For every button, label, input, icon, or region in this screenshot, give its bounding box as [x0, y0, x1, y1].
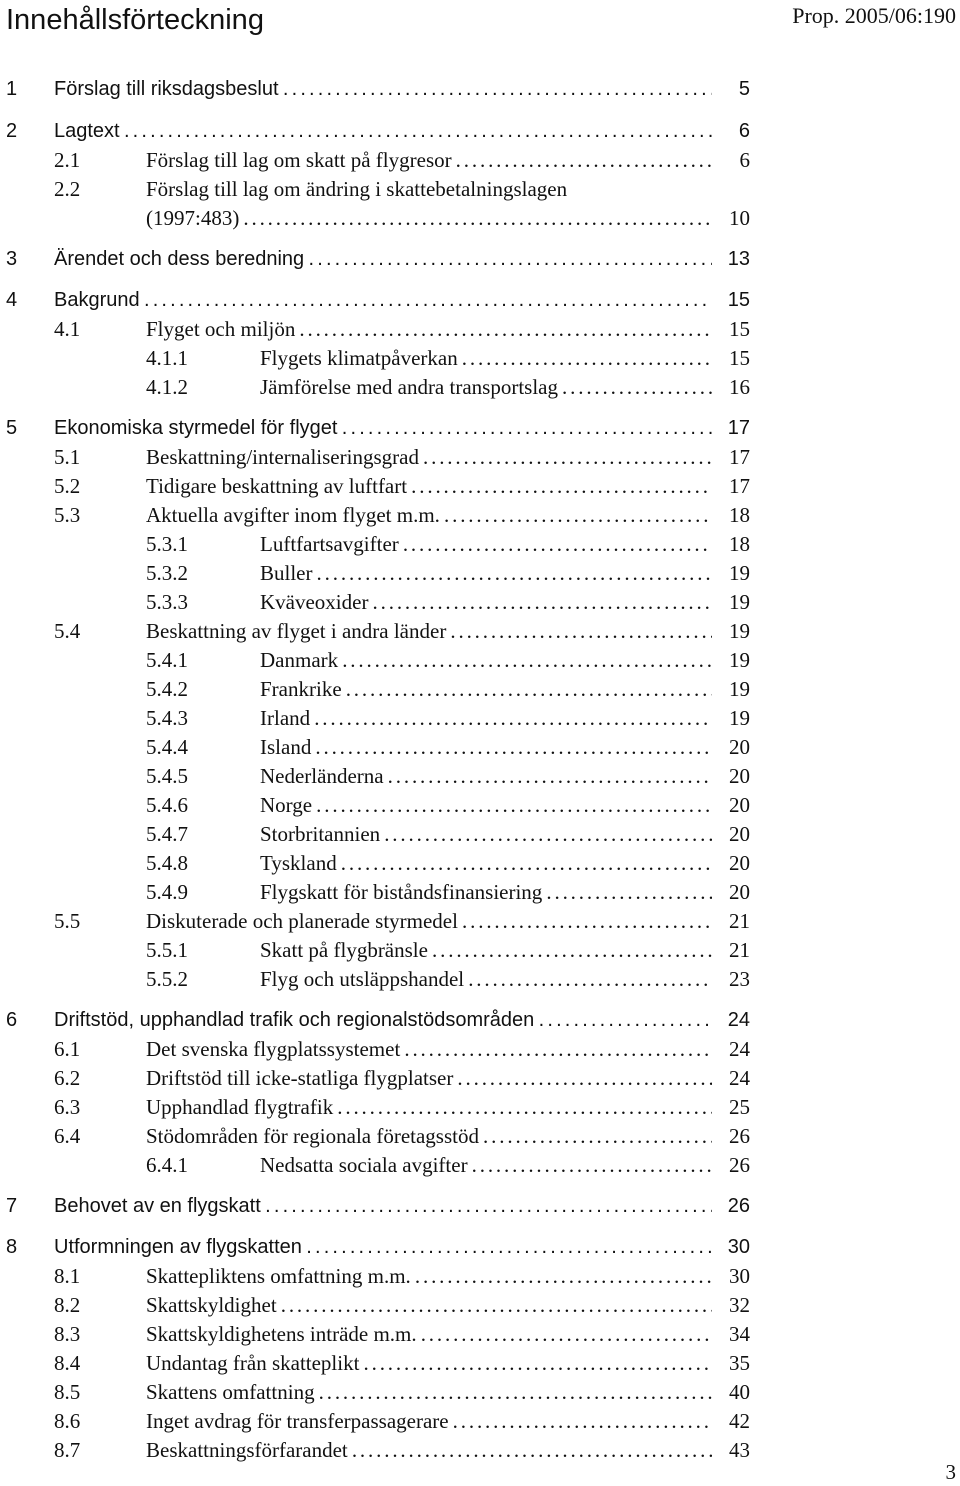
toc-entry-title: Danmark . . .	[260, 645, 714, 675]
toc-entry-page: 20	[712, 732, 750, 762]
toc-entry-number: 5.1	[54, 445, 81, 469]
toc-entry-title: Skattskyldighet . . .	[146, 1290, 714, 1320]
toc-entry-page: 34	[712, 1319, 750, 1349]
toc-entry-number: 4.1	[54, 317, 81, 341]
toc-entry-page: 6	[712, 116, 750, 146]
toc-entry[interactable]	[0, 413, 960, 443]
toc-entry-number: 5.4.9	[146, 880, 188, 904]
toc-entry-title: Ärendet och dess beredning . . .	[54, 244, 714, 274]
toc-entry-title: Inget avdrag för transferpassagerare . . .	[146, 1406, 714, 1436]
toc-entry-title: Ekonomiska styrmedel för flyget . . .	[54, 413, 714, 443]
toc-entry-page: 26	[712, 1150, 750, 1180]
toc-entry-number: 5.4.1	[146, 648, 188, 672]
toc-entry[interactable]	[0, 877, 960, 907]
toc-entry-page: 15	[712, 285, 750, 315]
toc-entry[interactable]	[0, 1191, 960, 1221]
toc-entry[interactable]	[0, 314, 960, 344]
toc-entry-page: 25	[712, 1092, 750, 1122]
toc-entry[interactable]	[0, 244, 960, 274]
toc-entry-number: 2.2	[54, 177, 81, 201]
toc-entry-page: 17	[712, 471, 750, 501]
toc-entry-title: Bakgrund . . .	[54, 285, 714, 315]
toc-entry[interactable]	[0, 372, 960, 402]
toc-entry-page: 5	[712, 74, 750, 104]
toc-entry[interactable]	[0, 1063, 960, 1093]
toc-entry-title: Stödområden för regionala företagsstöd . . .	[146, 1121, 714, 1151]
toc-entry-title: Nederländerna . . .	[260, 761, 714, 791]
toc-entry-page: 19	[712, 703, 750, 733]
toc-entry-title: Förslag till lag om skatt på flygresor . . .	[146, 145, 714, 175]
toc-entry-title: Beskattning/internaliseringsgrad . . .	[146, 442, 714, 472]
toc-entry-title: Driftstöd till icke-statliga flygplatser . . .	[146, 1063, 714, 1093]
toc-entry-number: 5.3	[54, 503, 81, 527]
toc-entry-page: 24	[712, 1063, 750, 1093]
toc-entry-title: Skattskyldighetens inträde m.m. . . .	[146, 1319, 714, 1349]
toc-entry-page: 20	[712, 819, 750, 849]
toc-entry-page: 17	[712, 442, 750, 472]
toc-entry-page: 20	[712, 790, 750, 820]
toc-entry[interactable]	[0, 935, 960, 965]
toc-entry-title: (1997:483) . . .	[146, 203, 714, 233]
toc-entry-title: Diskuterade och planerade styrmedel . . .	[146, 906, 714, 936]
toc-entry-number: 5.4	[54, 619, 81, 643]
toc-entry[interactable]	[0, 1435, 960, 1465]
toc-entry[interactable]	[0, 964, 960, 994]
toc-entry[interactable]	[0, 1034, 960, 1064]
toc-entry[interactable]	[0, 1232, 960, 1262]
toc-entry[interactable]	[0, 285, 960, 315]
toc-entry[interactable]	[0, 471, 960, 501]
toc-entry-page: 18	[712, 529, 750, 559]
toc-entry[interactable]	[0, 1005, 960, 1035]
toc-entry-number: 8.1	[54, 1264, 81, 1288]
toc-entry-number: 8.6	[54, 1409, 81, 1433]
toc-entry-number: 5	[6, 417, 18, 439]
toc-entry-number: 8.5	[54, 1380, 81, 1404]
toc-entry-page: 32	[712, 1290, 750, 1320]
toc-entry-number: 5.5.2	[146, 967, 188, 991]
toc-entry-number: 8.3	[54, 1322, 81, 1346]
toc-entry-page: 15	[712, 314, 750, 344]
toc-entry-page: 30	[712, 1232, 750, 1262]
toc-entry-page: 19	[712, 587, 750, 617]
toc-entry-number: 5.3.2	[146, 561, 188, 585]
toc-entry-number: 4.1.2	[146, 375, 188, 399]
toc-entry-page: 26	[712, 1191, 750, 1221]
toc-entry-page: 30	[712, 1261, 750, 1291]
toc-entry-title: Förslag till lag om ändring i skattebetalningslagen	[146, 177, 568, 201]
toc-entry-title: Luftfartsavgifter . . .	[260, 529, 714, 559]
toc-entry-number: 6.2	[54, 1066, 81, 1090]
toc-entry-number: 5.4.5	[146, 764, 188, 788]
toc-entry-number: 5.5.1	[146, 938, 188, 962]
toc-entry-title: Driftstöd, upphandlad trafik och regionalstödsområden . . .	[54, 1005, 714, 1035]
toc-entry-page: 40	[712, 1377, 750, 1407]
toc-entry[interactable]	[0, 1150, 960, 1180]
toc-entry[interactable]	[0, 1290, 960, 1320]
toc-entry-title: Storbritannien . . .	[260, 819, 714, 849]
toc-entry-page: 26	[712, 1121, 750, 1151]
toc-entry[interactable]	[0, 558, 960, 588]
toc-entry-page: 42	[712, 1406, 750, 1436]
toc-entry-number: 6.3	[54, 1095, 81, 1119]
toc-entry-number: 6	[6, 1009, 18, 1031]
toc-entry-title: Behovet av en flygskatt . . .	[54, 1191, 714, 1221]
toc-entry[interactable]	[0, 500, 960, 530]
toc-entry-page: 19	[712, 674, 750, 704]
toc-entry-title: Undantag från skatteplikt . . .	[146, 1348, 714, 1378]
toc-entry-title: Flyget och miljön . . .	[146, 314, 714, 344]
toc-entry-title: Buller . . .	[260, 558, 714, 588]
toc-entry[interactable]	[0, 116, 960, 146]
toc-entry[interactable]	[0, 761, 960, 791]
toc-entry-title: Island . . .	[260, 732, 714, 762]
document-reference: Prop. 2005/06:190	[792, 3, 956, 28]
toc-entry-title: Flygets klimatpåverkan . . .	[260, 343, 714, 373]
toc-entry-number: 5.2	[54, 474, 81, 498]
toc-entry[interactable]	[0, 645, 960, 675]
toc-entry[interactable]	[0, 1092, 960, 1122]
toc-entry-number: 3	[6, 248, 18, 270]
toc-entry-title: Lagtext . . .	[54, 116, 714, 146]
toc-entry-title: Skattepliktens omfattning m.m. . . .	[146, 1261, 714, 1291]
toc-entry[interactable]	[0, 790, 960, 820]
toc-entry-number: 2.1	[54, 148, 81, 172]
toc-entry-number: 4	[6, 289, 18, 311]
toc-entry-title: Det svenska flygplatssystemet . . .	[146, 1034, 714, 1064]
toc-entry[interactable]	[0, 1319, 960, 1349]
toc-entry[interactable]	[0, 74, 960, 104]
toc-entry-title: Utformningen av flygskatten . . .	[54, 1232, 714, 1262]
toc-entry[interactable]	[0, 1348, 960, 1378]
toc-entry-page: 43	[712, 1435, 750, 1465]
toc-entry-number: 8.4	[54, 1351, 81, 1375]
toc-entry-page: 35	[712, 1348, 750, 1378]
toc-entry-page: 21	[712, 935, 750, 965]
toc-entry[interactable]	[0, 1261, 960, 1291]
toc-entry-title: Skatt på flygbränsle . . .	[260, 935, 714, 965]
toc-entry-number: 6.4	[54, 1124, 81, 1148]
toc-entry-number: 5.4.4	[146, 735, 188, 759]
toc-entry-title: Flygskatt för biståndsfinansiering . . .	[260, 877, 714, 907]
toc-entry-page: 6	[712, 145, 750, 175]
toc-entry-page: 20	[712, 761, 750, 791]
toc-entry-number: 8	[6, 1236, 18, 1258]
toc-entry-title: Frankrike . . .	[260, 674, 714, 704]
toc-entry-page: 24	[712, 1005, 750, 1035]
toc-entry[interactable]	[0, 343, 960, 373]
toc-entry-number: 5.3.1	[146, 532, 188, 556]
toc-entry-title: Skattens omfattning . . .	[146, 1377, 714, 1407]
toc-entry-title: Tidigare beskattning av luftfart . . .	[146, 471, 714, 501]
toc-entry[interactable]	[0, 145, 960, 175]
toc-entry[interactable]	[0, 174, 960, 204]
page-title: Innehållsförteckning	[6, 4, 264, 36]
toc-entry-number: 5.3.3	[146, 590, 188, 614]
toc-entry-title: Förslag till riksdagsbeslut . . .	[54, 74, 714, 104]
toc-entry-page: 15	[712, 343, 750, 373]
toc-entry-title: Irland . . .	[260, 703, 714, 733]
toc-entry[interactable]	[0, 529, 960, 559]
toc-entry-page: 20	[712, 877, 750, 907]
toc-entry[interactable]	[0, 203, 960, 233]
toc-entry-title: Beskattning av flyget i andra länder . . .	[146, 616, 714, 646]
toc-entry-page: 18	[712, 500, 750, 530]
toc-entry[interactable]	[0, 674, 960, 704]
toc-entry-title: Aktuella avgifter inom flyget m.m. . . .	[146, 500, 714, 530]
toc-entry[interactable]	[0, 442, 960, 472]
toc-entry-number: 7	[6, 1195, 18, 1217]
toc-entry-title: Jämförelse med andra transportslag . . .	[260, 372, 714, 402]
toc-entry-title: Beskattningsförfarandet . . .	[146, 1435, 714, 1465]
toc-entry[interactable]	[0, 732, 960, 762]
toc-entry-number: 4.1.1	[146, 346, 188, 370]
toc-entry[interactable]	[0, 1406, 960, 1436]
toc-entry-page: 19	[712, 645, 750, 675]
toc-entry-number: 2	[6, 120, 18, 142]
toc-entry-number: 8.7	[54, 1438, 81, 1462]
toc-entry[interactable]	[0, 703, 960, 733]
toc-entry-number: 5.5	[54, 909, 81, 933]
toc-entry-number: 5.4.3	[146, 706, 188, 730]
toc-entry[interactable]	[0, 819, 960, 849]
toc-entry-page: 23	[712, 964, 750, 994]
toc-entry-number: 1	[6, 78, 18, 100]
toc-entry-title: Nedsatta sociala avgifter . . .	[260, 1150, 714, 1180]
toc-entry-number: 6.1	[54, 1037, 81, 1061]
toc-entry[interactable]	[0, 848, 960, 878]
toc-entry-page: 19	[712, 558, 750, 588]
toc-entry-page: 21	[712, 906, 750, 936]
toc-entry-title: Norge . . .	[260, 790, 714, 820]
toc-entry-page: 19	[712, 616, 750, 646]
toc-entry[interactable]	[0, 587, 960, 617]
page-number: 3	[945, 1460, 956, 1484]
toc-entry-title: Kväveoxider . . .	[260, 587, 714, 617]
toc-entry-page: 10	[712, 203, 750, 233]
toc-entry[interactable]	[0, 616, 960, 646]
toc-entry[interactable]	[0, 1121, 960, 1151]
toc-entry-page: 24	[712, 1034, 750, 1064]
toc-entry-number: 6.4.1	[146, 1153, 188, 1177]
toc-entry-title: Tyskland . . .	[260, 848, 714, 878]
toc-entry-page: 17	[712, 413, 750, 443]
toc-entry-title: Flyg och utsläppshandel . . .	[260, 964, 714, 994]
toc-entry-page: 16	[712, 372, 750, 402]
toc-entry-page: 20	[712, 848, 750, 878]
toc-entry-number: 5.4.6	[146, 793, 188, 817]
toc-entry-number: 5.4.7	[146, 822, 188, 846]
toc-entry-page: 13	[712, 244, 750, 274]
toc-entry-number: 8.2	[54, 1293, 81, 1317]
toc-entry-number: 5.4.8	[146, 851, 188, 875]
toc-entry-title: Upphandlad flygtrafik . . .	[146, 1092, 714, 1122]
toc-entry-number: 5.4.2	[146, 677, 188, 701]
toc-entry[interactable]	[0, 906, 960, 936]
toc-entry[interactable]	[0, 1377, 960, 1407]
